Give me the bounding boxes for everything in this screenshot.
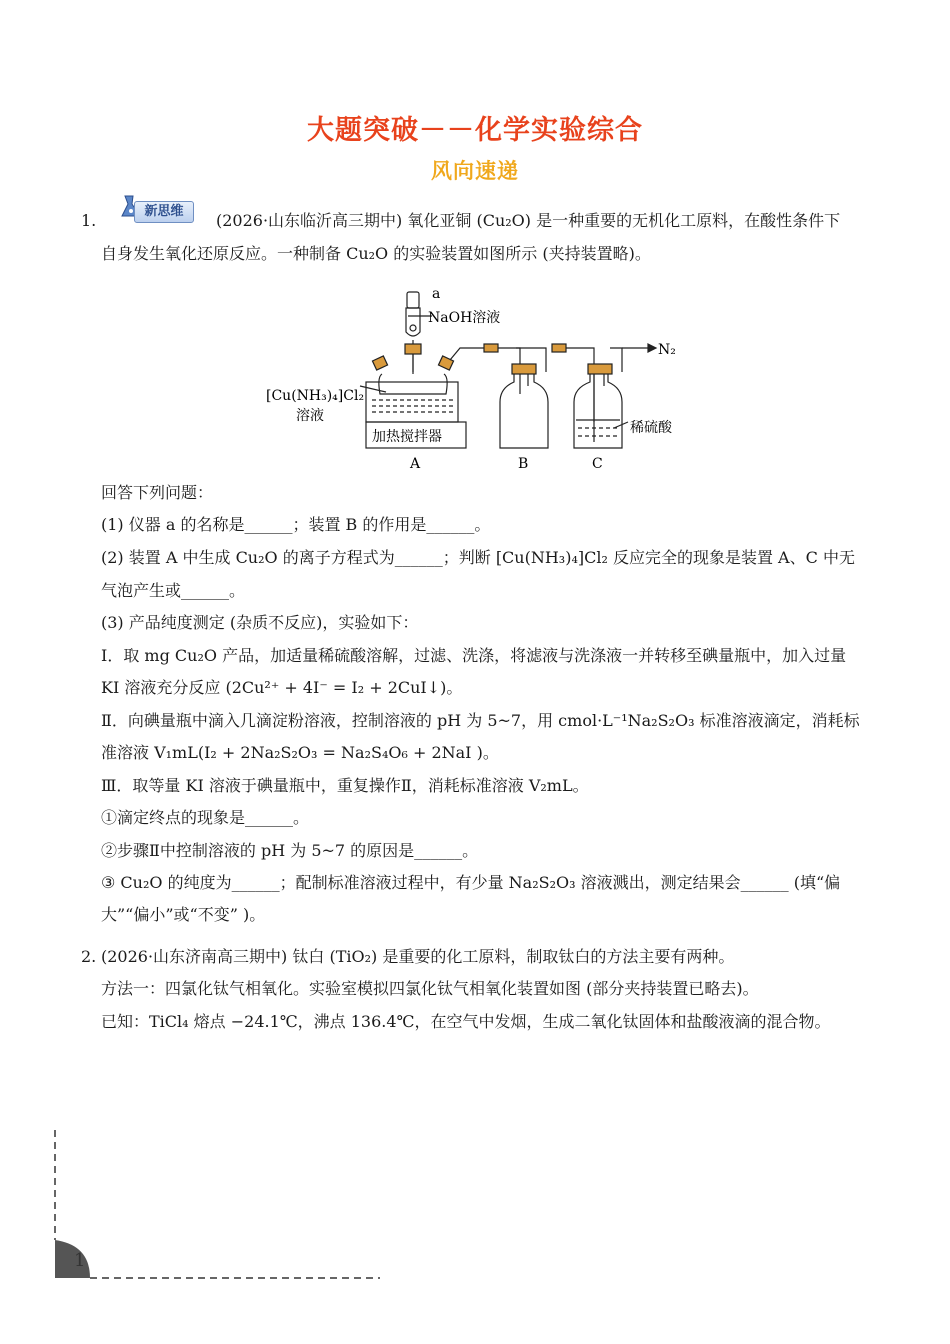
q1-intro-line-2: 自身发生氧化还原反应。一种制备 Cu₂O 的实验装置如图所示 (夹持装置略)。 (101, 244, 651, 263)
apparatus-diagram (262, 282, 692, 472)
label-a: a (432, 286, 441, 302)
new-thinking-badge (116, 192, 196, 224)
badge-label: 新思维 (134, 201, 194, 223)
q1-part-2-line-2: 气泡产生或______。 (101, 581, 246, 600)
page-number: 1 (74, 1250, 86, 1271)
q2-line-1: (2026·山东济南高三期中) 钛白 (TiO₂) 是重要的化工原料，制取钛白的方法主要有两种。 (101, 947, 735, 966)
q1-prompt: 回答下列问题： (101, 483, 214, 502)
apparatus-figure (262, 282, 692, 472)
label-naoh: NaOH溶液 (428, 310, 501, 326)
q1-step-3: Ⅲ．取等量 KI 溶液于碘量瓶中，重复操作Ⅱ，消耗标准溶液 V₂mL。 (101, 776, 589, 795)
label-C: C (592, 456, 603, 472)
q2-line-2: 方法一：四氯化钛气相氧化。实验室模拟四氯化钛气相氧化装置如图 (部分夹持装置已略去)。 (101, 979, 759, 998)
label-B: B (518, 456, 529, 472)
question-2-number: 2. (81, 947, 97, 966)
question-1-number: 1. (81, 211, 97, 230)
q2-line-3: 已知：TiCl₄ 熔点 −24.1℃，沸点 136.4℃，在空气中发烟，生成二氧化钛固体和盐酸液滴的混合物。 (101, 1012, 831, 1031)
label-complex: [Cu(NH₃)₄]Cl₂ (266, 388, 365, 404)
label-A: A (410, 456, 421, 472)
label-heater: 加热搅拌器 (372, 429, 442, 445)
q1-subq-2: ②步骤Ⅱ中控制溶液的 pH 为 5~7 的原因是______。 (101, 841, 479, 860)
q1-part-1: (1) 仪器 a 的名称是______；装置 B 的作用是______。 (101, 515, 491, 534)
q1-part-2-line-1: (2) 装置 A 中生成 Cu₂O 的离子方程式为______；判断 [Cu(NH₃)₄]Cl₂ 反应完全的现象是装置 A、C 中无 (101, 548, 855, 567)
page-title: 大题突破－－化学实验综合 (307, 115, 643, 146)
label-n2: N₂ (658, 342, 676, 358)
q1-step-2-line-2: 准溶液 V₁mL(I₂ + 2Na₂S₂O₃ = Na₂S₄O₆ + 2NaI )。 (101, 743, 499, 762)
q1-subq-3-line-2: 大”“偏小”或“不变” )。 (101, 905, 266, 924)
label-solution: 溶液 (296, 408, 324, 424)
q1-step-2-line-1: Ⅱ．向碘量瓶中滴入几滴淀粉溶液，控制溶液的 pH 为 5~7，用 cmol·L⁻¹Na₂S₂O₃ 标准溶液滴定，消耗标 (101, 711, 860, 730)
q1-part-3: (3) 产品纯度测定 (杂质不反应)，实验如下： (101, 613, 419, 632)
q1-subq-3-line-1: ③ Cu₂O 的纯度为______；配制标准溶液过程中，有少量 Na₂S₂O₃ 溶液溅出，测定结果会______ (填“偏 (101, 873, 841, 892)
q1-step-1-line-2: KI 溶液充分反应 (2Cu²⁺ + 4I⁻ = I₂ + 2CuI↓)。 (101, 678, 463, 697)
q1-step-1-line-1: Ⅰ．取 mg Cu₂O 产品，加适量稀硫酸溶解，过滤、洗涤，将滤液与洗涤液一并转移至碘量瓶中，加入过量 (101, 646, 847, 665)
q1-intro-line-1: (2026·山东临沂高三期中) 氧化亚铜 (Cu₂O) 是一种重要的无机化工原料，在酸性条件下 (216, 211, 841, 230)
q1-subq-1: ①滴定终点的现象是______。 (101, 808, 310, 827)
page-corner-decoration (50, 1130, 390, 1290)
label-acid: 稀硫酸 (630, 420, 672, 436)
page-subtitle: 风向速递 (431, 158, 519, 183)
